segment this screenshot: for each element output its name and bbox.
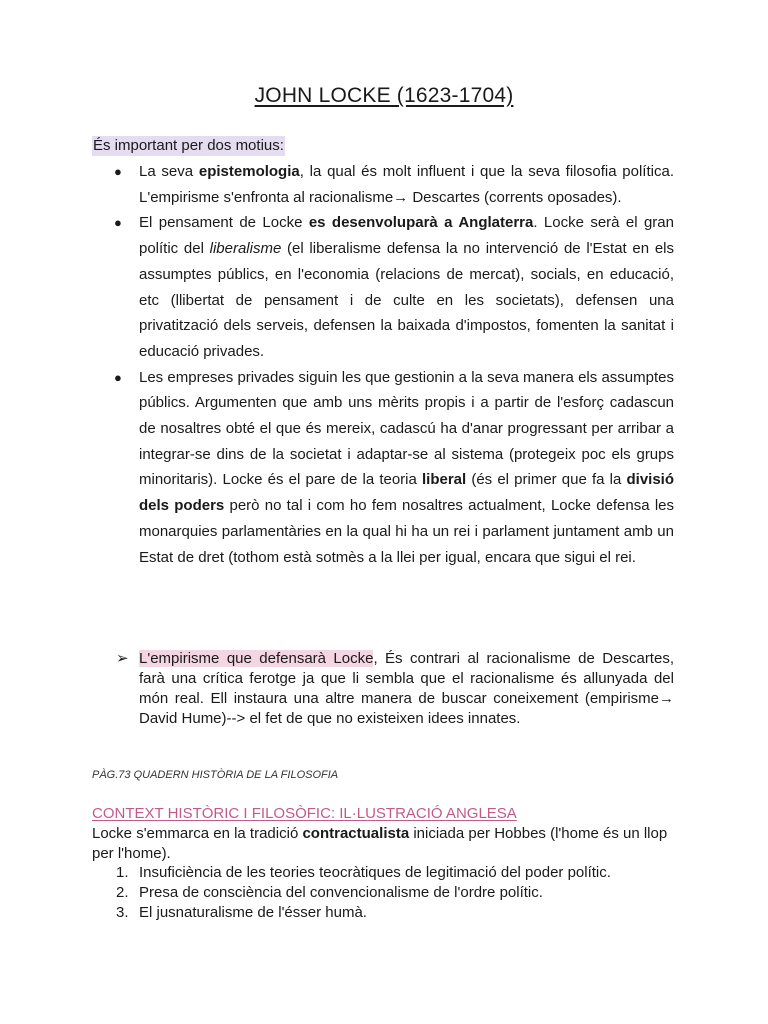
section-heading: CONTEXT HISTÒRIC I FILOSÒFIC: IL·LUSTRACIÓ ANGLESA [92,805,517,822]
page-reference-note: PÀG.73 QUADERN HISTÒRIA DE LA FILOSOFIA [92,769,339,781]
bullet-item: ● Les empreses privades siguin les que gestionin a la seva manera els assumptes públics. Argumenten que amb uns mèrits propis i a partir de l'esforç cadascun de nosaltres obté el que és mereix, cadascú ha d'anar progressant per arribar a integrar-se dins de la societat i adaptar-se al sistema (protegeix poc els grups minoritaris). Locke és el pare de la teoria liberal (és el primer que fa la divisió dels poders però no tal i com ho fem nosaltres actualment, Locke defensa les monarquies parlamentàries en la qual hi ha un rei i parlament juntament amb un Estat de dret (tothom està sotmès a la llei per igual, encara que sigui el rei. [92,365,674,571]
bullet-list [92,159,674,570]
section-paragraph: Locke s'emmarca en la tradició contractualista iniciada per Hobbes (l'home és un llop per l'home). [92,825,668,862]
numbered-item: 3. El jusnaturalisme de l'ésser humà. [116,904,367,921]
arrow-bullet-icon: ➢ [116,650,129,667]
numbered-item: 2. Presa de consciència del convencionalisme de l'ordre polític. [116,884,543,901]
bullet-icon: ● [114,164,122,179]
page-title: JOHN LOCKE (1623-1704) [254,84,514,107]
arrow-item [92,649,674,729]
bullet-item: ● La seva epistemologia, la qual és molt influent i que la seva filosofia política. L'empirisme s'enfronta al racionalisme→ Descartes (corrents oposades). [92,159,674,210]
highlighted-phrase: L'empirisme que defensarà Locke [139,650,374,667]
bullet-item: ● El pensament de Locke es desenvoluparà a Anglaterra. Locke serà el gran polític del liberalisme (el liberalisme defensa la no intervenció de l'Estat en els assumptes públics, en l'economia (relacions de mercat), socials, en educació, etc (llibertat de pensament i de culte en les societats), defensen una privatització dels serveis, defensen la baixada d'impostos, fomenten la sanitat i educació privades. [92,210,674,364]
bullet-icon: ● [114,369,122,385]
numbered-item: 1. Insuficiència de les teories teocràtiques de legitimació del poder polític. [116,864,611,881]
arrow-item-text: L'empirisme que defensarà Locke, És contrari al racionalisme de Descartes, farà una crítica ferotge ja que li sembla que el racionalisme és allunyada del món real. Ell instaura una altre manera de buscar coneixement (empirisme→ David Hume)--> el fet de que no existeixen idees innates. [139,650,674,727]
bullet-icon: ● [114,215,122,231]
numbered-list [92,863,676,923]
intro-line: És important per dos motius: [93,137,284,154]
